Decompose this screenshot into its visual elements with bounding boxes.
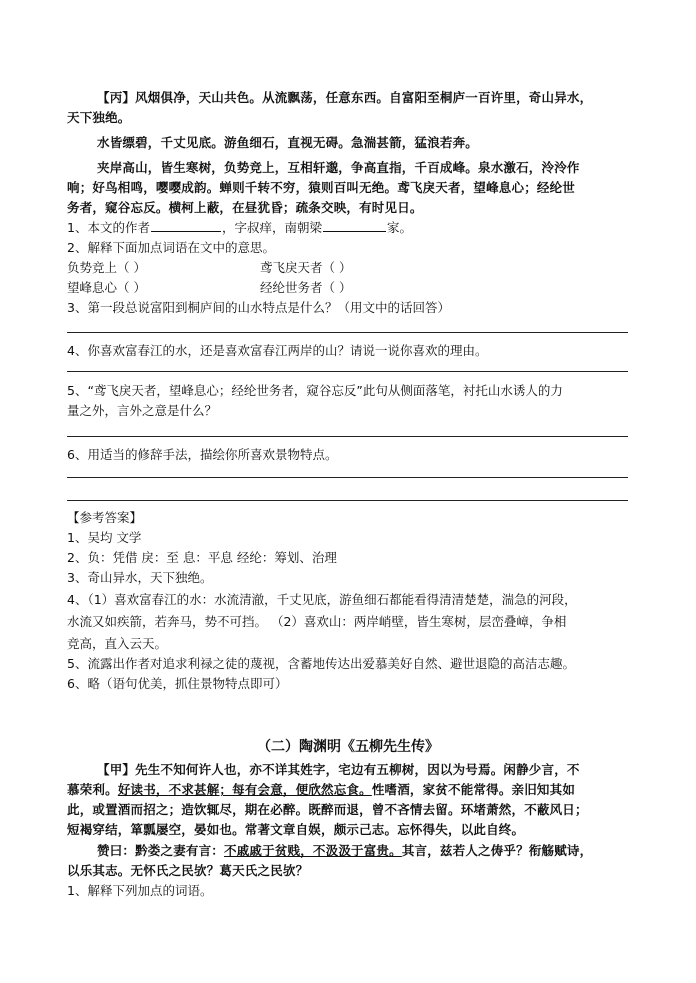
passage-bing-line-3: 水皆缥碧，千丈见底。游鱼细石，直视无碍。急湍甚箭，猛浪若奔。 [97,135,479,150]
question-4: 4、你喜欢富春江的水，还是喜欢富春江两岸的山？请说一说你喜欢的理由。 [67,343,488,358]
underlined-quote: 不戚戚于贫贱，不汲汲于富贵。 [224,843,402,858]
answer-line-6b[interactable] [67,500,628,501]
passage-jia-line-1: 【甲】先生不知何许人也，亦不详其姓字，宅边有五柳树，因以为号焉。闲静少言，不 [97,762,580,777]
answer-4-line-3: 竞高，直入云天。 [67,636,168,651]
answer-blank-profession[interactable] [323,219,386,232]
answer-4-line-1: 4、（1）喜欢富春江的水：水流清澈，千丈见底，游鱼细石都能看得清清楚楚，湍急的河段， [67,592,577,607]
passage-bing-line-4: 夹岸高山，皆生寒树，负势竞上，互相轩邈，争高直指，千百成峰。泉水激石，泠泠作 [97,160,580,175]
answer-line-3[interactable] [67,332,628,333]
answer-5: 5、流露出作者对追求利禄之徒的蔑视，含蓄地传达出爱慕美好自然、避世退隐的高洁志趣。 [67,656,575,671]
question-2b: 鸢飞戾天者（ ） [260,260,352,275]
passage-zan-line-1: 赞曰：黔娄之妻有言：不戚戚于贫贱，不汲汲于富贵。其言，兹若人之俦乎？衔觞赋诗， [97,843,593,858]
question-6: 6、用适当的修辞手法，描绘你所喜欢景物特点。 [67,447,338,462]
underlined-phrase: 好读书，不求甚解；每有会意，便欣然忘食。 [117,782,372,797]
question-2c: 望峰息心（ ） [67,280,146,295]
answer-line-4[interactable] [67,371,628,372]
answers-heading: 【参考答案】 [67,510,143,525]
answer-6: 6、略（语句优美，抓住景物特点即可） [67,676,288,691]
answer-4-line-2: 水流又如疾箭，若奔马，势不可挡。 （2）喜欢山：两岸峭壁，皆生寒树，层峦叠嶂，争相 [67,614,567,629]
answer-line-6a[interactable] [67,477,628,478]
answer-blank-author[interactable] [151,219,221,232]
passage-jia-line-3: 此，或置酒而招之；造饮辄尽，期在必醉。既醉而退，曾不吝情去留。环堵萧然，不蔽风日； [67,802,588,817]
passage-bing-line-2: 天下独绝。 [67,110,131,125]
passage-jia-line-4: 短褐穿结，箪瓢屡空，晏如也。常著文章自娱，颇示己志。忘怀得失，以此自终。 [67,822,525,837]
question-2: 2、解释下面加点词语在文中的意思。 [67,240,275,255]
section-title: （二）陶渊明《五柳先生传》 [257,739,439,755]
passage-bing-line-1: 【丙】风烟俱净，天山共色。从流飘荡，任意东西。自富阳至桐庐一百许里，奇山异水， [97,90,593,105]
passage-bing-line-6: 务者，窥谷忘反。横柯上蔽，在昼犹昏；疏条交映，有时见日。 [67,200,423,215]
question-5-line-1: 5、“鸢飞戾天者，望峰息心；经纶世务者，窥谷忘反”此句从侧面落笔，衬托山水诱人的力 [67,383,563,398]
answer-1: 1、吴均 文学 [67,530,142,545]
answer-line-5[interactable] [67,436,628,437]
question-3: 3、第一段总说富阳到桐庐间的山水特点是什么？（用文中的话回答） [67,300,450,315]
answer-3: 3、奇山异水，天下独绝。 [67,570,213,585]
answer-2: 2、负：凭借 戾：至 息：平息 经纶：筹划、治理 [67,550,337,565]
question-5-line-2: 量之外，言外之意是什么？ [67,403,218,418]
question-1: 1、本文的作者 ，字叔痒，南朝梁 家。 [67,220,412,235]
passage-zan-line-2: 以乐其志。无怀氏之民欤？葛天氏之民欤？ [67,863,309,878]
question-2d: 经纶世务者（ ） [260,280,352,295]
section2-question-1: 1、解释下列加点的词语。 [67,883,213,898]
passage-jia-line-2: 慕荣利。好读书，不求甚解；每有会意，便欣然忘食。性嗜酒，家贫不能常得。亲旧知其如 [67,782,576,797]
passage-bing-line-5: 响；好鸟相鸣，嘤嘤成韵。蝉则千转不穷，猿则百叫无绝。鸢飞戾天者，望峰息心；经纶世 [67,180,576,195]
question-2a: 负势竞上（ ） [67,260,146,275]
